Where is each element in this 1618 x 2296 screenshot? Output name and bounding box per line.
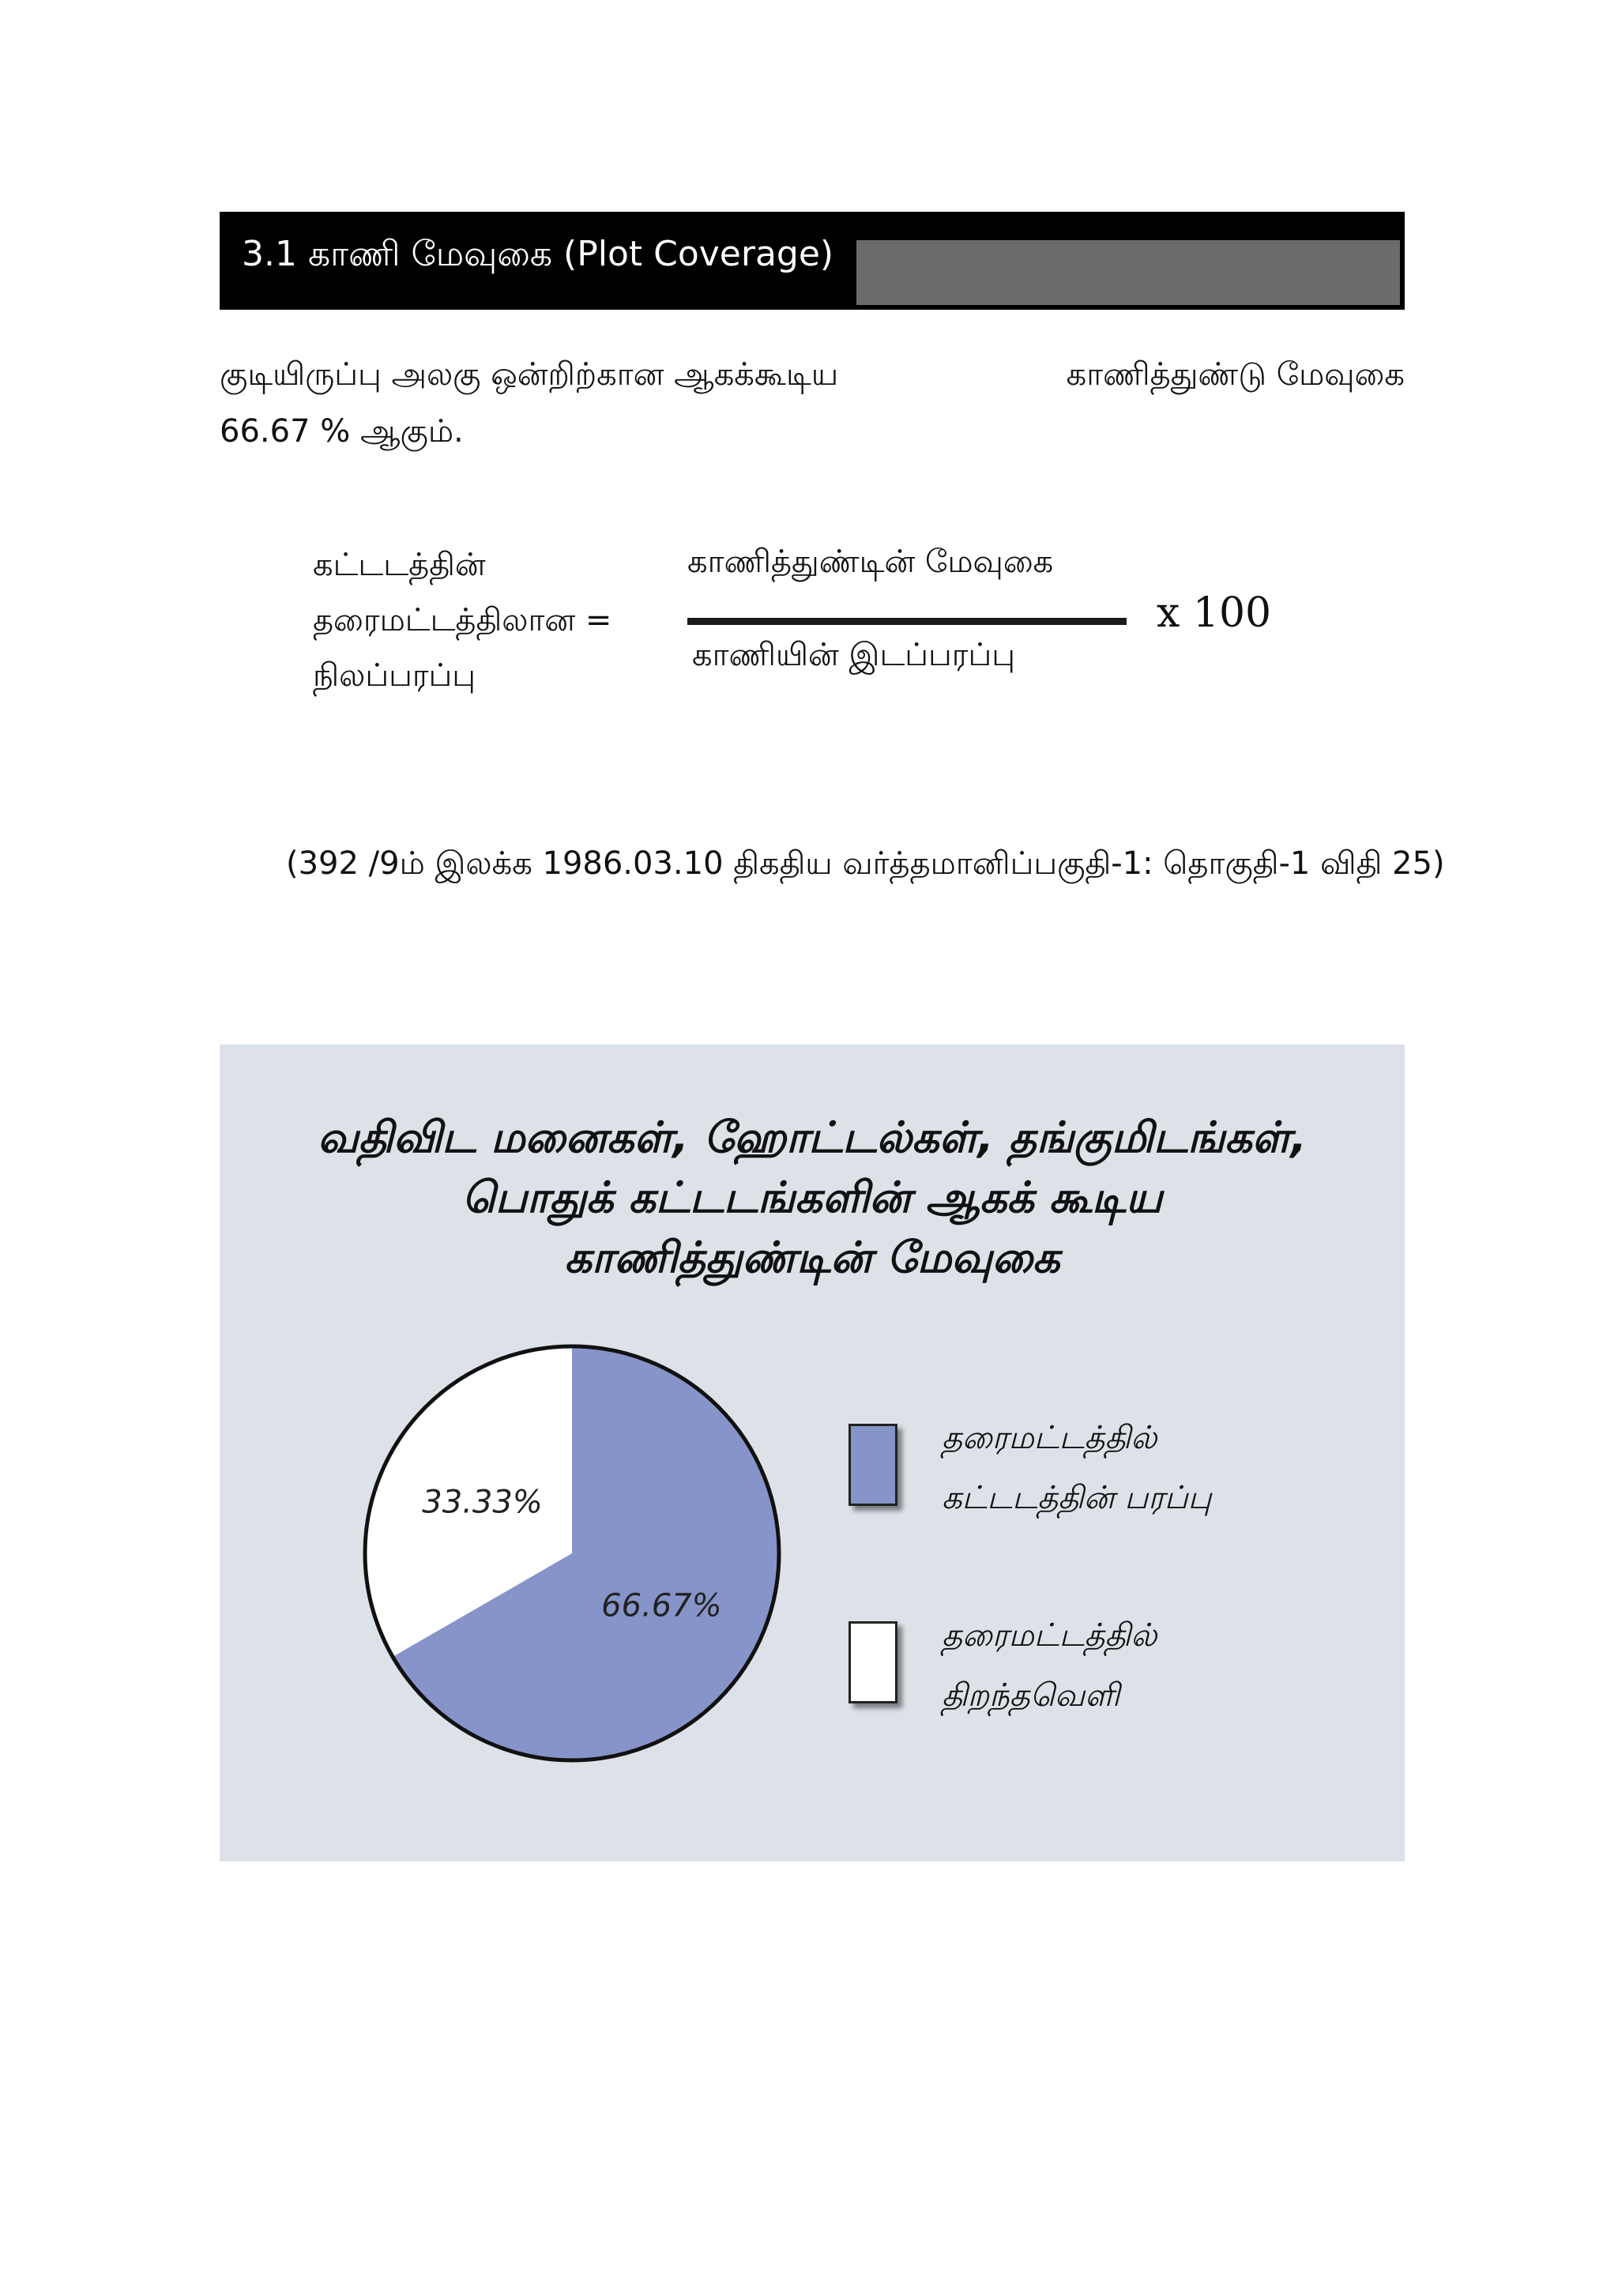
legend-swatch-built-area — [849, 1424, 897, 1506]
formula-lhs-line-1: கட்டடத்தின் — [313, 547, 486, 583]
formula-multiplier: x 100 — [1157, 589, 1272, 637]
legend-label-built-area — [942, 1408, 1211, 1528]
intro-paragraph — [220, 346, 1405, 460]
intro-line-1 — [220, 346, 1405, 403]
coverage-formula — [313, 537, 1272, 719]
intro-line-1-left: குடியிருப்பு அலகு ஒன்றிற்கான ஆகக்கூடிய — [220, 356, 839, 393]
chart-title — [220, 1108, 1405, 1288]
fraction-bar — [687, 618, 1127, 625]
intro-line-2: 66.67 % ஆகும். — [220, 413, 464, 450]
legend-swatch-open-space — [849, 1621, 897, 1703]
legend-open-space-line-2: திறந்தவெளி — [942, 1677, 1120, 1714]
legend-built-area-line-2: கட்டடத்தின் பரப்பு — [942, 1480, 1212, 1516]
formula-denominator: காணியின் இடப்பரப்பு — [692, 637, 1016, 673]
section-title: 3.1 காணி மேவுகை (Plot Coverage) — [242, 234, 834, 274]
chart-title-line-1: வதிவிட மனைகள், ஹோட்டல்கள், தங்குமிடங்கள், — [317, 1112, 1308, 1162]
chart-title-line-2: பொதுக் கட்டடங்களின் ஆகக் கூடிய — [461, 1172, 1163, 1222]
section-header — [220, 212, 1405, 310]
formula-lhs-line-3: நிலப்பரப்பு — [313, 657, 476, 694]
legend-label-open-space — [942, 1605, 1157, 1726]
chart-title-line-3: காணித்துண்டின் மேவுகை — [564, 1233, 1060, 1282]
legend-built-area-line-1: தரைமட்டத்தில் — [942, 1420, 1157, 1456]
legal-citation: (392 /9ம் இலக்க 1986.03.10 திகதிய வர்த்தமானிப்பகுதி-1: தொகுதி-1 விதி 25) — [286, 845, 1445, 882]
intro-line-1-right: காணித்துண்டு மேவுகை — [1066, 356, 1405, 393]
formula-lhs — [313, 537, 611, 703]
pie-label-open-space: 33.33% — [422, 1484, 543, 1521]
formula-numerator: காணித்துண்டின் மேவுகை — [687, 544, 1054, 580]
header-grey-band — [856, 240, 1400, 305]
pie-label-built-area: 66.67% — [601, 1587, 722, 1624]
formula-lhs-line-2: தரைமட்டத்திலான = — [313, 602, 612, 638]
legend-open-space-line-1: தரைமட்டத்தில் — [942, 1617, 1157, 1654]
chart-panel — [220, 1044, 1405, 1861]
